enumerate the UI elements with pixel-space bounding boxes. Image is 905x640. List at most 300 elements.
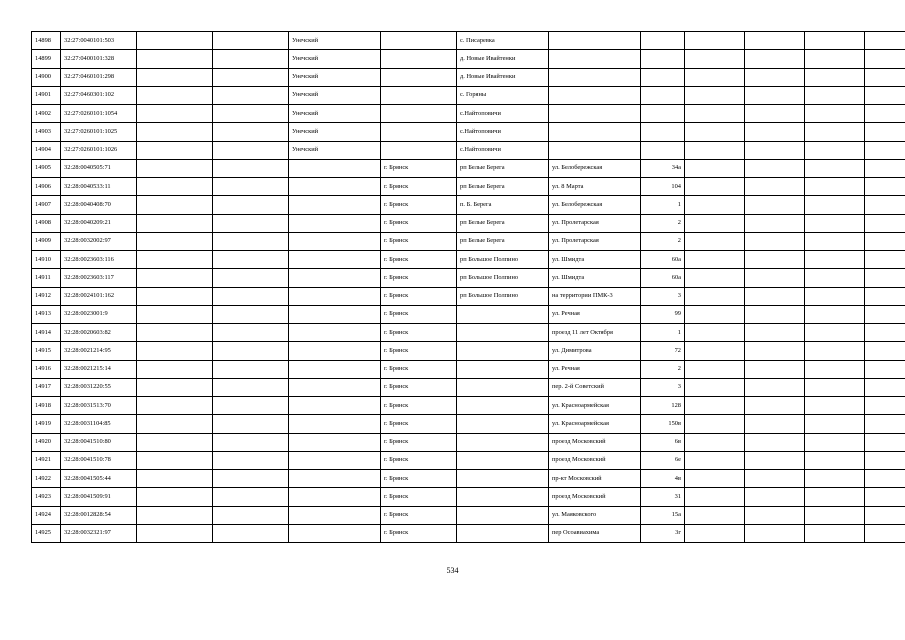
cadastral-number-cell: 32:28:0040408:70 [61,196,137,214]
street-cell: ул. Димитрова [549,342,641,360]
house-number-cell: 6в [641,433,685,451]
street-cell: ул. Белобережская [549,159,641,177]
empty-cell [805,378,865,396]
empty-cell [213,159,289,177]
city-cell: г. Брянск [381,470,457,488]
empty-cell [213,360,289,378]
empty-cell [805,196,865,214]
house-number-cell: 1 [641,196,685,214]
table-row [32,397,905,415]
locality-cell [457,433,549,451]
table-row [32,488,905,506]
district-cell [289,506,381,524]
property-registry-table [31,31,905,543]
empty-cell [865,324,905,342]
empty-cell [685,488,745,506]
empty-cell [805,305,865,323]
empty-cell [685,251,745,269]
empty-cell [685,32,745,50]
street-cell [549,32,641,50]
district-cell: Унечский [289,105,381,123]
district-cell: Унечский [289,32,381,50]
house-number-cell: 128 [641,397,685,415]
empty-cell [137,159,213,177]
locality-cell: рп Белые Берега [457,178,549,196]
district-cell [289,378,381,396]
empty-cell [213,378,289,396]
empty-cell [865,86,905,104]
empty-cell [745,324,805,342]
empty-cell [805,86,865,104]
empty-cell [865,378,905,396]
empty-cell [745,159,805,177]
street-cell: ул. Пролетарская [549,232,641,250]
empty-cell [213,269,289,287]
row-number-cell: 14924 [32,506,61,524]
cadastral-number-cell: 32:28:0021214:95 [61,342,137,360]
empty-cell [805,141,865,159]
house-number-cell: 3г [641,524,685,542]
house-number-cell: 3 [641,378,685,396]
empty-cell [685,214,745,232]
empty-cell [685,415,745,433]
city-cell: г. Брянск [381,378,457,396]
district-cell [289,178,381,196]
cadastral-number-cell: 32:27:0460101:298 [61,68,137,86]
row-number-cell: 14918 [32,397,61,415]
empty-cell [745,342,805,360]
row-number-cell: 14903 [32,123,61,141]
cadastral-number-cell: 32:27:0260101:1054 [61,105,137,123]
empty-cell [137,342,213,360]
table-row [32,269,905,287]
city-cell: г. Брянск [381,360,457,378]
row-number-cell: 14905 [32,159,61,177]
city-cell [381,123,457,141]
empty-cell [865,433,905,451]
empty-cell [745,105,805,123]
city-cell: г. Брянск [381,433,457,451]
empty-cell [137,305,213,323]
locality-cell: д. Новые Ивайтенки [457,50,549,68]
street-cell: ул. Белобережская [549,196,641,214]
house-number-cell: 150в [641,415,685,433]
street-cell: ул. Речная [549,360,641,378]
empty-cell [805,342,865,360]
locality-cell [457,506,549,524]
district-cell [289,415,381,433]
street-cell: ул. Речная [549,305,641,323]
empty-cell [137,196,213,214]
empty-cell [805,415,865,433]
house-number-cell: 72 [641,342,685,360]
street-cell: ул. Маяковского [549,506,641,524]
empty-cell [805,488,865,506]
empty-cell [745,86,805,104]
empty-cell [685,287,745,305]
empty-cell [805,68,865,86]
empty-cell [745,524,805,542]
city-cell: г. Брянск [381,214,457,232]
city-cell: г. Брянск [381,196,457,214]
empty-cell [805,433,865,451]
city-cell: г. Брянск [381,342,457,360]
empty-cell [137,141,213,159]
cadastral-number-cell: 32:28:0031220:55 [61,378,137,396]
district-cell: Унечский [289,86,381,104]
city-cell: г. Брянск [381,451,457,469]
cadastral-number-cell: 32:27:0460301:102 [61,86,137,104]
cadastral-number-cell: 32:28:0040209:21 [61,214,137,232]
house-number-cell [641,32,685,50]
empty-cell [805,159,865,177]
district-cell [289,196,381,214]
city-cell: г. Брянск [381,178,457,196]
row-number-cell: 14898 [32,32,61,50]
row-number-cell: 14909 [32,232,61,250]
table-row [32,123,905,141]
empty-cell [805,451,865,469]
district-cell [289,470,381,488]
row-number-cell: 14920 [32,433,61,451]
house-number-cell: 60а [641,269,685,287]
locality-cell [457,415,549,433]
district-cell [289,488,381,506]
district-cell [289,305,381,323]
table-row [32,415,905,433]
empty-cell [137,214,213,232]
street-cell [549,123,641,141]
city-cell: г. Брянск [381,506,457,524]
table-row [32,342,905,360]
table-row [32,305,905,323]
empty-cell [213,251,289,269]
locality-cell [457,397,549,415]
empty-cell [745,214,805,232]
empty-cell [685,378,745,396]
street-cell: ул. Шмидта [549,251,641,269]
district-cell [289,287,381,305]
city-cell [381,105,457,123]
empty-cell [685,105,745,123]
cadastral-number-cell: 32:27:0040101:503 [61,32,137,50]
street-cell: ул. 8 Марта [549,178,641,196]
district-cell [289,397,381,415]
cadastral-number-cell: 32:28:0032321:97 [61,524,137,542]
empty-cell [865,214,905,232]
empty-cell [865,451,905,469]
empty-cell [137,287,213,305]
city-cell: г. Брянск [381,287,457,305]
empty-cell [805,506,865,524]
table-row [32,178,905,196]
row-number-cell: 14922 [32,470,61,488]
district-cell [289,269,381,287]
empty-cell [805,524,865,542]
empty-cell [685,159,745,177]
empty-cell [213,123,289,141]
empty-cell [685,506,745,524]
empty-cell [137,433,213,451]
row-number-cell: 14916 [32,360,61,378]
empty-cell [213,287,289,305]
table-row [32,105,905,123]
empty-cell [213,178,289,196]
empty-cell [137,415,213,433]
empty-cell [137,470,213,488]
empty-cell [137,32,213,50]
row-number-cell: 14906 [32,178,61,196]
district-cell [289,324,381,342]
empty-cell [745,470,805,488]
row-number-cell: 14914 [32,324,61,342]
empty-cell [685,305,745,323]
empty-cell [685,524,745,542]
city-cell: г. Брянск [381,524,457,542]
house-number-cell: 60а [641,251,685,269]
empty-cell [805,360,865,378]
house-number-cell: 34а [641,159,685,177]
empty-cell [137,397,213,415]
house-number-cell: 99 [641,305,685,323]
empty-cell [137,378,213,396]
empty-cell [137,269,213,287]
house-number-cell [641,105,685,123]
city-cell: г. Брянск [381,324,457,342]
empty-cell [865,506,905,524]
house-number-cell: 3 [641,287,685,305]
district-cell [289,524,381,542]
empty-cell [805,397,865,415]
table-row [32,50,905,68]
house-number-cell: 1 [641,324,685,342]
empty-cell [685,269,745,287]
empty-cell [213,342,289,360]
cadastral-number-cell: 32:27:0260101:1025 [61,123,137,141]
street-cell: проезд Московский [549,451,641,469]
empty-cell [213,68,289,86]
empty-cell [137,451,213,469]
empty-cell [137,524,213,542]
locality-cell [457,360,549,378]
cadastral-number-cell: 32:28:0041510:80 [61,433,137,451]
table-body [32,32,905,543]
empty-cell [213,305,289,323]
cadastral-number-cell: 32:28:0023001:9 [61,305,137,323]
empty-cell [685,433,745,451]
empty-cell [213,488,289,506]
empty-cell [745,232,805,250]
empty-cell [865,50,905,68]
empty-cell [213,232,289,250]
row-number-cell: 14900 [32,68,61,86]
table-row [32,470,905,488]
locality-cell: д. Новые Ивайтенки [457,68,549,86]
locality-cell: рп Большое Полпино [457,269,549,287]
district-cell: Унечский [289,50,381,68]
empty-cell [685,342,745,360]
empty-cell [685,178,745,196]
table-row [32,68,905,86]
empty-cell [213,141,289,159]
cadastral-number-cell: 32:28:0021215:14 [61,360,137,378]
city-cell [381,141,457,159]
empty-cell [137,324,213,342]
street-cell: ул. Шмидта [549,269,641,287]
locality-cell: рп Белые Берега [457,232,549,250]
locality-cell: рп Белые Берега [457,214,549,232]
district-cell: Унечский [289,123,381,141]
house-number-cell: 6е [641,451,685,469]
district-cell [289,342,381,360]
empty-cell [745,433,805,451]
cadastral-number-cell: 32:28:0020603:82 [61,324,137,342]
district-cell [289,451,381,469]
empty-cell [745,378,805,396]
row-number-cell: 14904 [32,141,61,159]
table-row [32,32,905,50]
street-cell: пер Осоавиахима [549,524,641,542]
district-cell [289,251,381,269]
table-row [32,287,905,305]
house-number-cell: 2 [641,360,685,378]
table-row [32,506,905,524]
row-number-cell: 14908 [32,214,61,232]
street-cell [549,50,641,68]
empty-cell [745,50,805,68]
row-number-cell: 14919 [32,415,61,433]
empty-cell [137,105,213,123]
row-number-cell: 14910 [32,251,61,269]
cadastral-number-cell: 32:28:0041510:78 [61,451,137,469]
street-cell: пер. 2-й Советский [549,378,641,396]
house-number-cell: 2 [641,214,685,232]
house-number-cell: 31 [641,488,685,506]
empty-cell [865,159,905,177]
city-cell [381,68,457,86]
empty-cell [137,68,213,86]
cadastral-number-cell: 32:28:0041509:91 [61,488,137,506]
empty-cell [137,178,213,196]
row-number-cell: 14899 [32,50,61,68]
locality-cell [457,305,549,323]
empty-cell [805,324,865,342]
row-number-cell: 14923 [32,488,61,506]
empty-cell [865,397,905,415]
empty-cell [213,524,289,542]
empty-cell [745,415,805,433]
row-number-cell: 14915 [32,342,61,360]
table-row [32,196,905,214]
house-number-cell: 2 [641,232,685,250]
cadastral-number-cell: 32:28:0040505:71 [61,159,137,177]
empty-cell [213,470,289,488]
empty-cell [685,50,745,68]
city-cell [381,32,457,50]
empty-cell [685,232,745,250]
district-cell [289,214,381,232]
cadastral-number-cell: 32:28:0031104:85 [61,415,137,433]
empty-cell [213,433,289,451]
empty-cell [213,86,289,104]
city-cell: г. Брянск [381,397,457,415]
row-number-cell: 14902 [32,105,61,123]
row-number-cell: 14913 [32,305,61,323]
empty-cell [213,105,289,123]
empty-cell [745,305,805,323]
empty-cell [745,123,805,141]
empty-cell [685,470,745,488]
street-cell [549,141,641,159]
empty-cell [805,105,865,123]
locality-cell [457,342,549,360]
house-number-cell: 15а [641,506,685,524]
house-number-cell [641,50,685,68]
empty-cell [805,32,865,50]
district-cell [289,433,381,451]
empty-cell [865,32,905,50]
table-row [32,251,905,269]
locality-cell: с.Найтоповичи [457,123,549,141]
empty-cell [865,269,905,287]
cadastral-number-cell: 32:28:0031513:70 [61,397,137,415]
empty-cell [213,506,289,524]
locality-cell: рп Белые Берега [457,159,549,177]
street-cell: проезд Московский [549,488,641,506]
empty-cell [213,32,289,50]
empty-cell [137,506,213,524]
locality-cell [457,324,549,342]
table-row [32,378,905,396]
locality-cell: п. Б. Берега [457,196,549,214]
empty-cell [745,32,805,50]
empty-cell [865,287,905,305]
locality-cell: рп Большое Полпино [457,251,549,269]
street-cell: на территории ПМК-3 [549,287,641,305]
house-number-cell [641,141,685,159]
cadastral-number-cell: 32:27:0260101:1026 [61,141,137,159]
empty-cell [745,68,805,86]
house-number-cell: 4в [641,470,685,488]
row-number-cell: 14901 [32,86,61,104]
city-cell [381,50,457,68]
cadastral-number-cell: 32:28:0023603:116 [61,251,137,269]
city-cell: г. Брянск [381,269,457,287]
empty-cell [805,178,865,196]
empty-cell [745,287,805,305]
empty-cell [745,397,805,415]
locality-cell: с. Писаревка [457,32,549,50]
empty-cell [685,141,745,159]
row-number-cell: 14925 [32,524,61,542]
city-cell: г. Брянск [381,305,457,323]
house-number-cell [641,86,685,104]
city-cell: г. Брянск [381,159,457,177]
empty-cell [745,251,805,269]
district-cell [289,159,381,177]
row-number-cell: 14912 [32,287,61,305]
empty-cell [865,305,905,323]
table-row [32,86,905,104]
empty-cell [685,397,745,415]
empty-cell [865,196,905,214]
locality-cell: с.Найтоповичи [457,141,549,159]
table-row [32,324,905,342]
city-cell: г. Брянск [381,488,457,506]
street-cell: ул. Красноармейская [549,397,641,415]
city-cell: г. Брянск [381,415,457,433]
empty-cell [213,50,289,68]
